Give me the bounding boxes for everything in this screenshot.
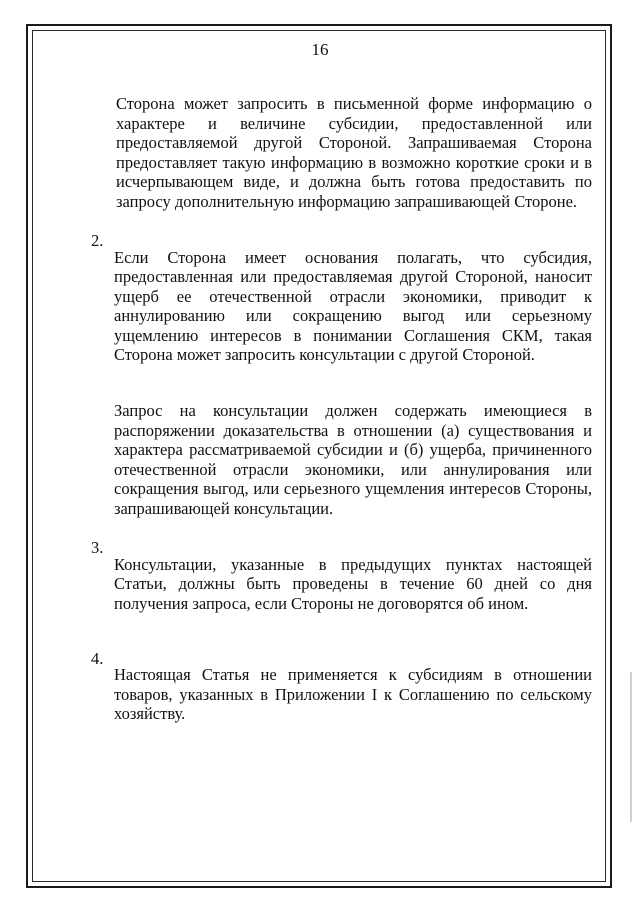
list-item-number: 4. [91,648,104,668]
list-item-2-continuation: Запрос на консультации должен содержать имеющиеся в распоряжении доказательства в отношении (а) существования и характера рассматриваемой субсидии и (б) ущерба, причиненного отечественной отрасли экономики, или аннулирования или сокращения выгод, или серьезного ущемления интересов Стороны, запрашивающей консультации. [114,401,592,518]
list-item-2 [84,231,592,381]
page-number: 16 [311,40,329,59]
spacer [84,630,592,649]
list-item-4 [84,649,592,741]
list-item-text: Консультации, указанные в предыдущих пунктах настоящей Статьи, должны быть проведены в течение 60 дней со дня получения запроса, если Стороны не договорятся об ином. [114,554,592,613]
document-body [84,94,592,740]
spacer [84,518,592,538]
spacer [84,381,592,401]
list-item-number: 3. [91,538,104,557]
list-item-3 [84,538,592,630]
scan-artifact [630,672,632,822]
list-item-number: 2. [91,231,104,250]
list-item-text: Если Сторона имеет основания полагать, что субсидия, предоставленная или предоставляемая другой Стороной, наносит ущерб ее отечественной отрасли экономики, приводит к аннулированию или сокращению выгод или серьезному ущемлению интересов в понимании Соглашения СКМ, такая Сторона может запросить консультации с другой Стороной. [114,247,592,364]
intro-paragraph: Сторона может запросить в письменной форме информацию о характере и величине субсидии, предоставленной или предоставляемой другой Стороной. Запрашиваемая Сторона предоставляет такую информацию в возможно короткие сроки и в исчерпывающем виде, и должна быть готова предоставить по запросу дополнительную информацию запрашивающей Стороне. [116,94,592,211]
list-item-text: Настоящая Статья не применяется к субсидиям в отношении товаров, указанных в Приложении I к Соглашению по сельскому хозяйству. [114,665,592,723]
spacer [84,211,592,231]
